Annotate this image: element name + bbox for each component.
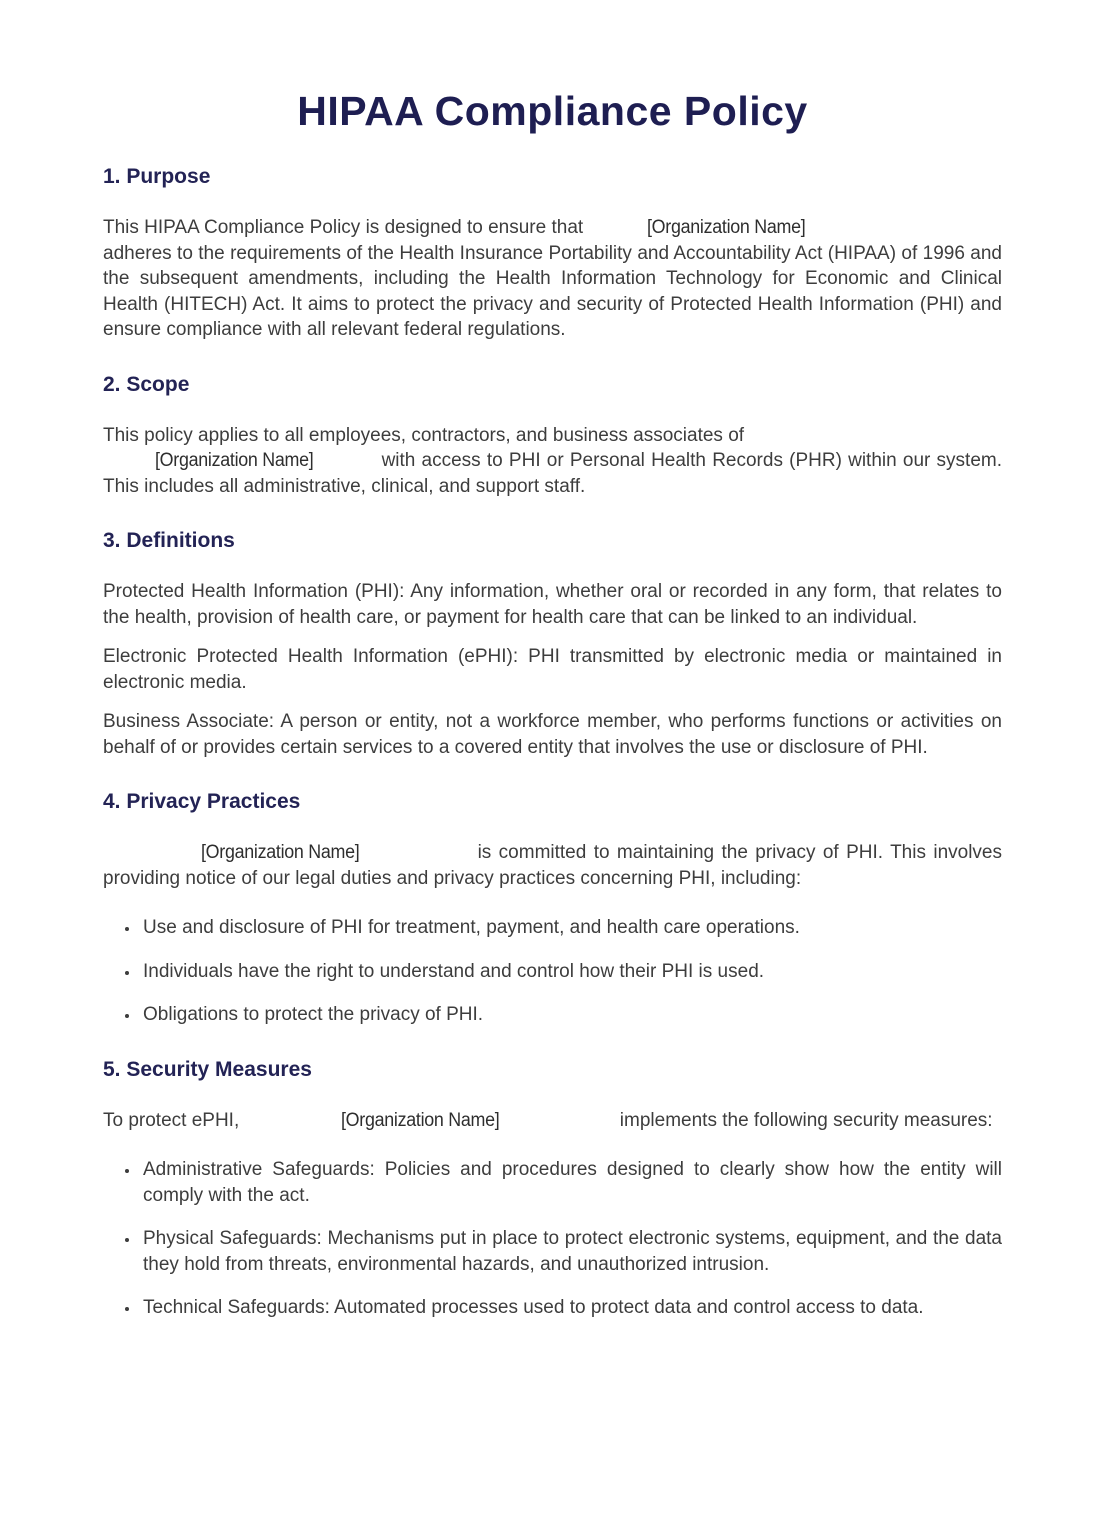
list-item: • Physical Safeguards: Mechanisms put in place to protect electronic systems, equipment, and the data they hold from threats, environmental hazards, and unauthorized intrusion.	[140, 1226, 1002, 1277]
security-intro-after: implements the following security	[619, 1109, 899, 1131]
definition-business-associate: Business Associate: A person or entity, not a workforce member, who performs functions or activities on behalf of or provides certain services to a covered entity that involves the use or disclosure of PHI.	[103, 711, 1002, 758]
page-title: HIPAA Compliance Policy	[297, 88, 808, 134]
scope-body-text: with access to PHI or Personal Health Records (PHR) within our system. This includes all administrative, clinical, and support staff.	[103, 450, 1002, 497]
definition-ephi: Electronic Protected Health Information (ePHI): PHI transmitted by electronic media or maintained in electronic media.	[103, 646, 1002, 693]
section-heading-privacy: 4. Privacy Practices	[103, 790, 301, 813]
definition-phi: Protected Health Information (PHI): Any information, whether oral or recorded in any form, that relates to the health, provision of health care, or payment for health care that can be linked to an individual.	[103, 581, 1002, 628]
scope-paragraph	[103, 448, 1002, 499]
security-intro-wrap: measures:	[903, 1109, 993, 1131]
privacy-intro-text: is committed to maintaining the privacy of PHI. This involves providing notice of our legal duties and privacy practices concerning PHI, including:	[103, 842, 1002, 889]
list-item: • Technical Safeguards: Automated processes used to protect data and control access to data.	[140, 1295, 1002, 1321]
privacy-bullet-list	[103, 915, 1002, 1028]
purpose-intro-text: This HIPAA Compliance Policy is designed to ensure that	[103, 217, 584, 238]
purpose-paragraph: adheres to the requirements of the Health Insurance Portability and Accountability Act (HIPAA) of 1996 and the subsequent amendments, including the Health Information Technology for Economic and Clinical Health (HITECH) Act. It aims to protect the privacy and security of Protected Health Information (PHI) and ensure compliance with all relevant federal regulations.	[103, 242, 1002, 340]
org-name-placeholder: [Organization Name]	[201, 842, 360, 863]
list-item: • Obligations to protect the privacy of PHI.	[140, 1002, 1002, 1028]
org-name-placeholder: [Organization Name]	[341, 1109, 500, 1131]
purpose-intro-line	[103, 215, 1002, 241]
security-intro-before: To protect ePHI,	[103, 1109, 240, 1131]
org-name-placeholder: [Organization Name]	[647, 217, 806, 238]
list-item: • Administrative Safeguards: Policies and procedures designed to clearly show how the entity will comply with the act.	[140, 1157, 1002, 1208]
section-heading-purpose: 1. Purpose	[103, 165, 211, 188]
scope-intro-line: This policy applies to all employees, contractors, and business associates of	[103, 424, 745, 446]
list-item: • Use and disclosure of PHI for treatment, payment, and health care operations.	[140, 915, 1002, 941]
security-intro-paragraph	[103, 1108, 1002, 1134]
security-bullet-list	[103, 1157, 1002, 1321]
section-heading-security: 5. Security Measures	[103, 1057, 312, 1081]
org-name-placeholder: [Organization Name]	[155, 450, 314, 471]
privacy-intro-paragraph	[103, 840, 1002, 891]
section-heading-definitions: 3. Definitions	[103, 529, 235, 552]
list-item: • Individuals have the right to understand and control how their PHI is used.	[140, 959, 1002, 985]
section-heading-scope: 2. Scope	[103, 372, 190, 396]
